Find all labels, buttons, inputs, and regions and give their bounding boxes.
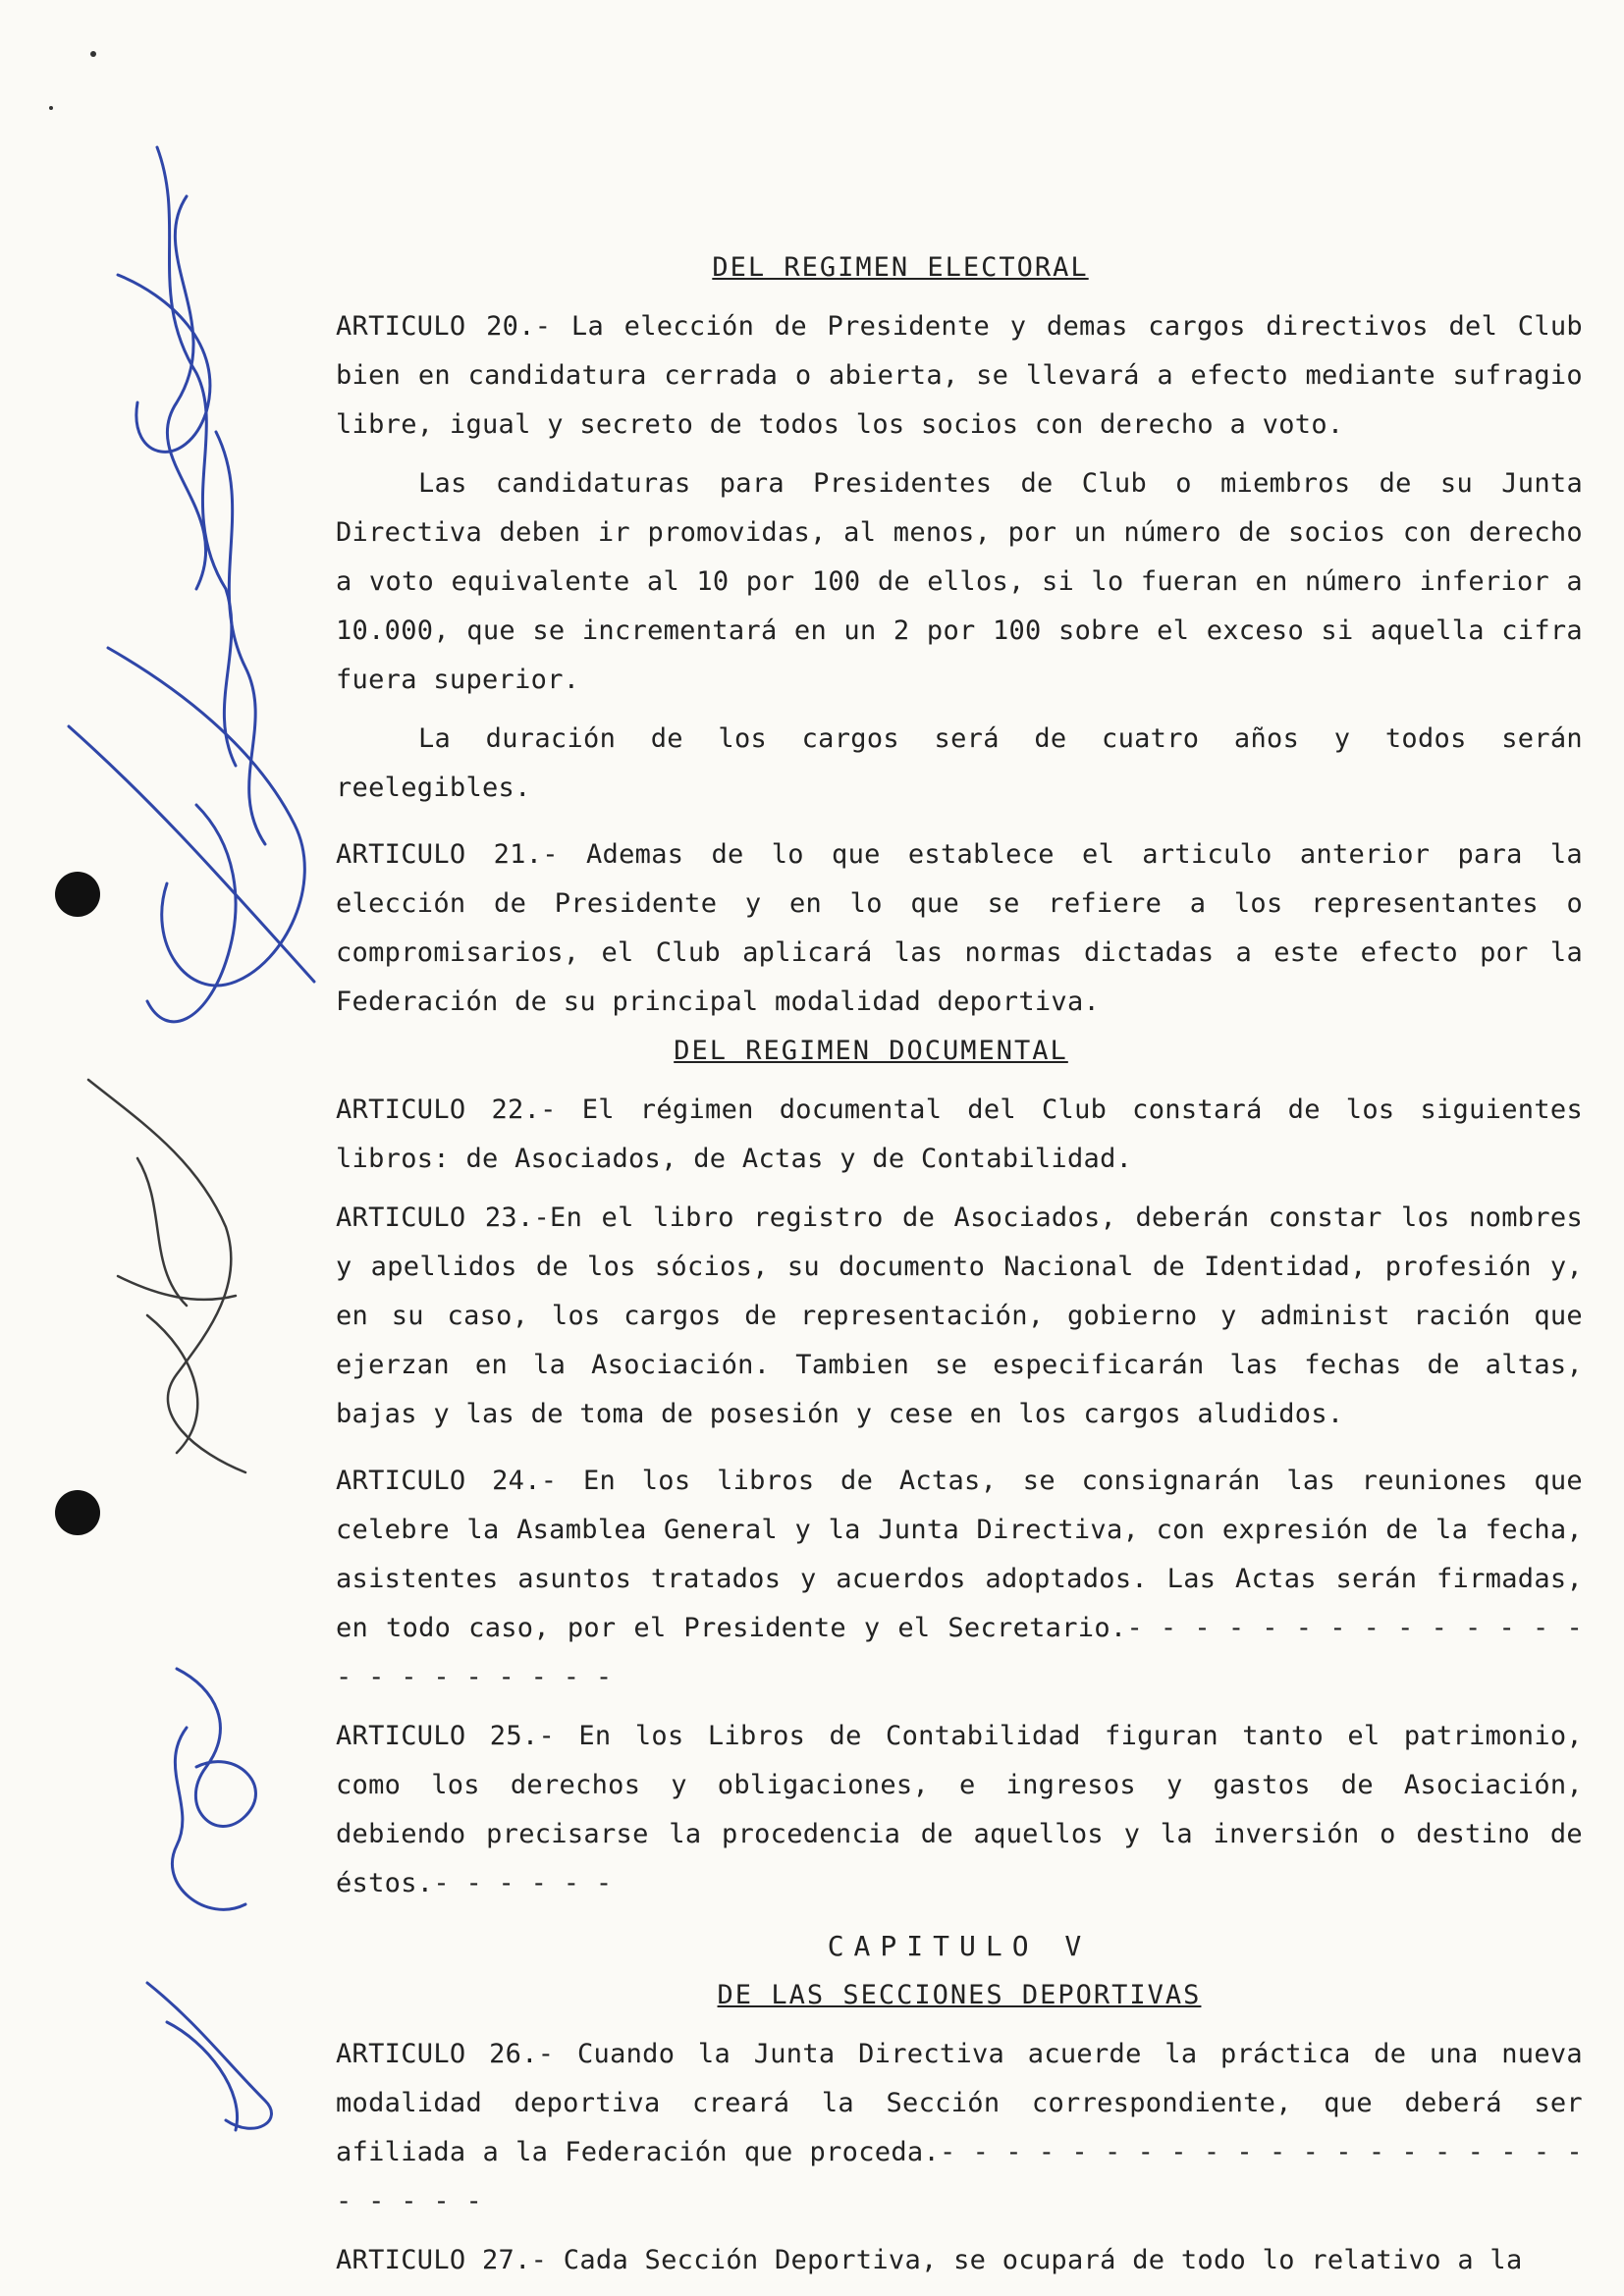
heading-secciones-deportivas: DE LAS SECCIONES DEPORTIVAS: [717, 1980, 1202, 2010]
margin-signatures: [0, 0, 334, 2296]
bleed-through-text: [727, 206, 748, 236]
article-25: ARTICULO 25.- En los Libros de Contabilidad figuran tanto el patrimonio, como los derechos y obligaciones, e ingresos y gastos de Asociación, debiendo precisarse la procedencia de aquellos y la inversión o destino de éstos.- - - - - -: [336, 1721, 1583, 1898]
article-23: ARTICULO 23.-En el libro registro de Asociados, deberán constar los nombres y apellidos de los sócios, su documento Nacional de Identidad, profesión y, en su caso, los cargos de representación, gobierno y administ ración que ejerzan en la Asociación. Tambien se especificarán las fechas de altas, bajas y las de toma de posesión y cese en los cargos aludidos.: [336, 1202, 1583, 1429]
chapter-title: CAPITULO V: [827, 1930, 1092, 1962]
article-20: ARTICULO 20.- La elección de Presidente y demas cargos directivos del Club bien en candidatura cerrada o abierta, se llevará a efecto mediante sufragio libre, igual y secreto de todos los socios con derecho a voto.: [336, 311, 1583, 440]
article-20-paragraph-3: La duración de los cargos será de cuatro años y todos serán reelegibles.: [336, 723, 1583, 803]
article-24: ARTICULO 24.- En los libros de Actas, se consignarán las reuniones que celebre la Asamblea General y la Junta Directiva, con expresión de la fecha, asistentes asuntos tratados y acuerdos adoptados. Las Actas serán firmadas, en todo caso, por el Presidente y el Secretario.- - - - - - - - - - - - - - - - - - - - - - -: [336, 1466, 1583, 1692]
article-21: ARTICULO 21.- Ademas de lo que establece el articulo anterior para la elección de Presidente y en lo que se refiere a los representantes o compromisarios, el Club aplicará las normas dictadas a este efecto por la Federación de su principal modalidad deportiva.: [336, 839, 1583, 1017]
heading-regimen-electoral: DEL REGIMEN ELECTORAL: [712, 252, 1089, 283]
article-22: ARTICULO 22.- El régimen documental del Club constará de los siguientes libros: de Asociados, de Actas y de Contabilidad.: [336, 1095, 1583, 1174]
article-27: ARTICULO 27.- Cada Sección Deportiva, se ocupará de todo lo relativo a la: [336, 2245, 1523, 2275]
document-body: [336, 243, 1583, 2285]
article-20-paragraph-2: Las candidaturas para Presidentes de Club o miembros de su Junta Directiva deben ir promovidas, al menos, por un número de socios con derecho a voto equivalente al 10 por 100 de ellos, si lo fueran en número inferior a 10.000, que se incrementará en un 2 por 100 sobre el exceso si aquella cifra fuera superior.: [336, 468, 1583, 695]
article-26: ARTICULO 26.- Cuando la Junta Directiva acuerde la práctica de una nueva modalidad deportiva creará la Sección correspondiente, que deberá ser afiliada a la Federación que proceda.- - - - - - - - - - - - - - - - - - - - - - - - -: [336, 2039, 1583, 2216]
heading-regimen-documental: DEL REGIMEN DOCUMENTAL: [674, 1036, 1068, 1066]
